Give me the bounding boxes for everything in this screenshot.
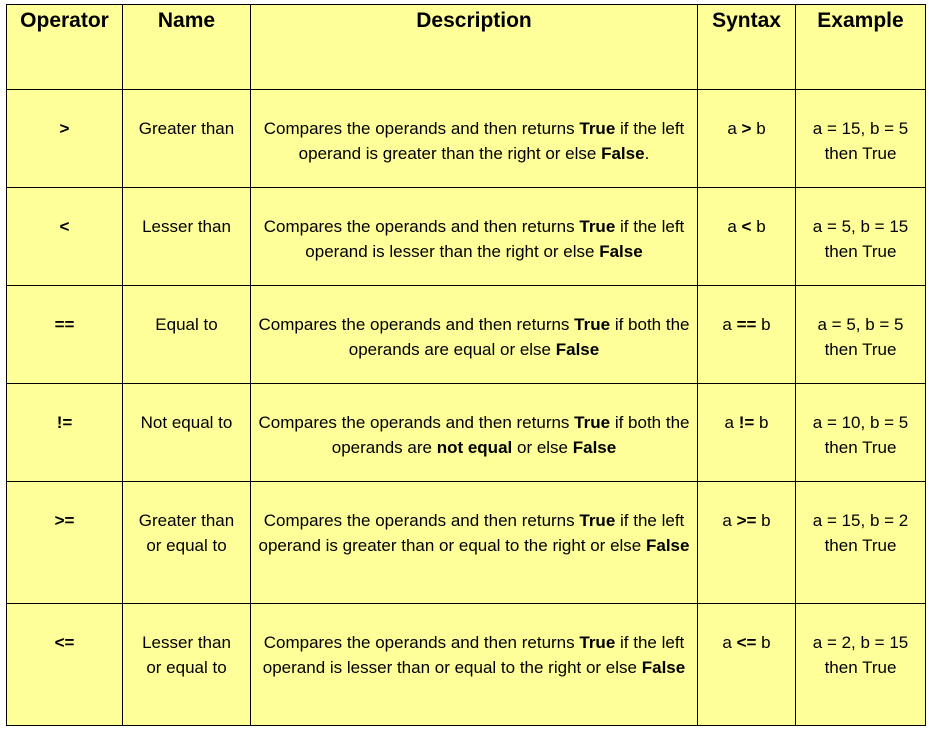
desc-true: True [579,119,616,138]
syntax-cell [698,604,796,726]
name-line: Not equal to [140,413,233,432]
description-cell [251,90,698,188]
syntax-operator: == [736,315,757,334]
description-cell [251,384,698,482]
syntax-cell [698,188,796,286]
name-line: Greater than [138,511,235,530]
syntax-b: b [761,511,771,530]
header-description: Description [251,5,698,90]
table-row [7,90,926,188]
syntax-operator: > [741,119,752,138]
syntax-b: b [761,315,771,334]
example-line: then True [824,242,897,261]
example-line: a = 15, b = 5 [812,119,909,138]
table-row [7,188,926,286]
syntax-operator: != [738,413,755,432]
header-row [7,5,926,90]
name-line: Equal to [155,315,218,334]
syntax-b: b [761,633,771,652]
header-example: Example [796,5,926,90]
table-row [7,482,926,604]
example-line: then True [824,340,897,359]
syntax-a: a [724,413,734,432]
desc-mid: if the left operand is lesser than or equal to the right or else [262,633,685,677]
desc-lead: Compares the operands and then returns [263,119,575,138]
syntax-operator: >= [736,511,757,530]
desc-true: True [579,633,616,652]
name-cell [123,90,251,188]
desc-not-equal: not equal [436,438,513,457]
description-cell [251,604,698,726]
example-cell [796,188,926,286]
operator-cell: > [7,90,123,188]
name-cell [123,286,251,384]
operator-cell: == [7,286,123,384]
syntax-b: b [759,413,769,432]
desc-false: False [641,658,686,677]
desc-mid: if the left operand is greater than or equal to the right or else [258,511,685,555]
example-cell [796,482,926,604]
name-cell [123,604,251,726]
syntax-b: b [756,217,766,236]
syntax-b: b [756,119,766,138]
syntax-cell [698,286,796,384]
syntax-a: a [722,315,732,334]
example-line: a = 10, b = 5 [812,413,909,432]
operator-cell: >= [7,482,123,604]
syntax-cell [698,482,796,604]
desc-mid-2: or else [516,438,569,457]
example-line: a = 5, b = 15 [812,217,909,236]
table-row [7,384,926,482]
example-line: then True [824,658,897,677]
table-row [7,604,926,726]
header-syntax: Syntax [698,5,796,90]
example-line: then True [824,438,897,457]
description-cell [251,286,698,384]
syntax-cell [698,384,796,482]
name-line: or equal to [146,658,227,677]
desc-end: . [644,144,650,163]
syntax-a: a [727,217,737,236]
desc-true: True [574,413,611,432]
name-line: Lesser than [142,217,231,236]
example-cell [796,604,926,726]
name-cell [123,482,251,604]
desc-false: False [555,340,600,359]
name-line: or equal to [146,536,227,555]
desc-true: True [579,217,616,236]
desc-lead: Compares the operands and then returns [258,315,570,334]
desc-false: False [599,242,643,261]
desc-lead: Compares the operands and then returns [263,633,575,652]
header-operator: Operator [7,5,123,90]
desc-lead: Compares the operands and then returns [263,511,575,530]
name-cell [123,384,251,482]
desc-false: False [601,144,645,163]
description-cell [251,188,698,286]
example-line: a = 5, b = 5 [817,315,904,334]
header-name: Name [123,5,251,90]
syntax-a: a [722,633,732,652]
description-cell [251,482,698,604]
desc-mid: if the left operand is lesser than the right or else [305,217,685,261]
name-cell [123,188,251,286]
desc-true: True [574,315,611,334]
syntax-a: a [722,511,732,530]
operator-cell: <= [7,604,123,726]
operator-cell: < [7,188,123,286]
operator-cell: != [7,384,123,482]
desc-lead: Compares the operands and then returns [263,217,575,236]
desc-false: False [572,438,617,457]
desc-false: False [646,536,690,555]
example-line: a = 15, b = 2 [812,511,909,530]
syntax-operator: < [741,217,752,236]
desc-mid: if the left operand is greater than the right or else [298,119,685,163]
example-cell [796,90,926,188]
table-row [7,286,926,384]
desc-lead: Compares the operands and then returns [258,413,570,432]
example-cell [796,286,926,384]
example-line: then True [824,144,897,163]
comparison-operators-table [6,4,926,726]
desc-true: True [579,511,616,530]
syntax-a: a [727,119,737,138]
name-line: Greater than [138,119,235,138]
desc-mid: if both the operands are equal or else [348,315,690,359]
syntax-operator: <= [736,633,757,652]
syntax-cell [698,90,796,188]
name-line: Lesser than [142,633,231,652]
example-line: a = 2, b = 15 [812,633,909,652]
example-cell [796,384,926,482]
desc-mid: if both the operands are [331,413,690,457]
example-line: then True [824,536,897,555]
